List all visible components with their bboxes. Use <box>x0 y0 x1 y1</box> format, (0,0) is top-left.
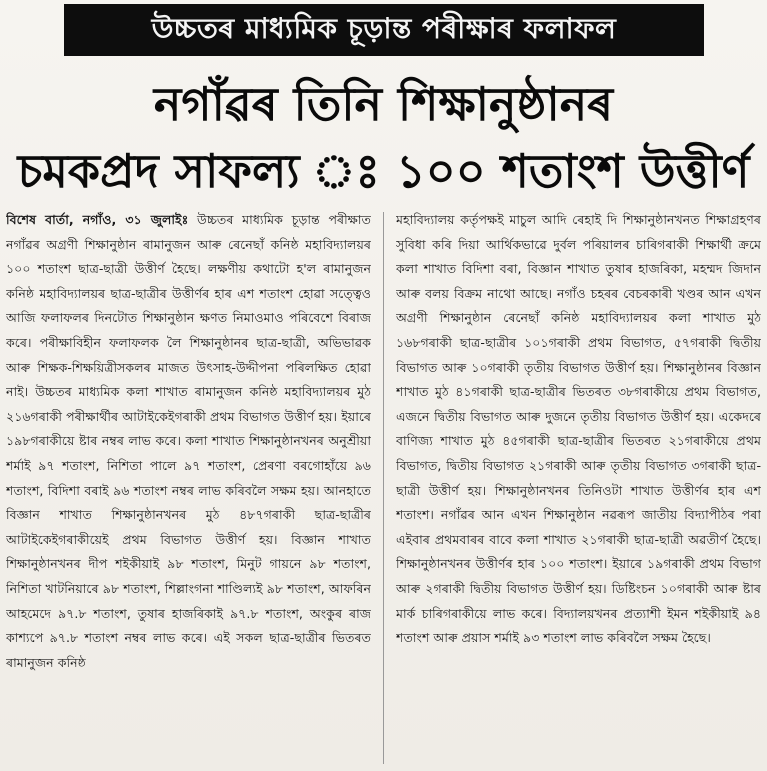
article-body <box>6 208 761 768</box>
paragraph <box>6 208 371 675</box>
headline-line-1: নগাঁৱৰ তিনি শিক্ষানুষ্ঠানৰ <box>153 77 614 131</box>
headline-line-2: চমকপ্ৰদ সাফল্য ঃ ১০০ শতাংশ উত্তীৰ্ণ <box>17 144 750 198</box>
kicker-text: উচ্চতৰ মাধ্যমিক চূড়ান্ত পৰীক্ষাৰ ফলাফল <box>151 11 617 45</box>
article-column-1 <box>6 208 371 768</box>
column-1-text: উচ্চতৰ মাধ্যমিক চূড়ান্ত পৰীক্ষাত নগাঁৱৰ অগ্ৰণী শিক্ষানুষ্ঠান ৰামানুজন আৰু ৰেনেছাঁ কনিষ্ঠ মহাবিদ্যালয়ৰ ১০০ শতাংশ ছাত্ৰ-ছাত্ৰী উত্তীৰ্ণ হৈছে। লক্ষণীয় কথাটো হ'ল ৰামানুজন কনিষ্ঠ মহাবিদ্যালয়ৰ ছাত্ৰ-ছাত্ৰীৰ উত্তীৰ্ণৰ হাৰ এশ শতাংশ হোৱা সত্ত্বেও আজি ফলাফলৰ দিনটোত শিক্ষানুষ্ঠান ক্ষণত নিমাওমাও পৰিবেশে বিৰাজ কৰে। পৰীক্ষাবিহীন ফলাফলক লৈ শিক্ষানুষ্ঠানৰ ছাত্ৰ-ছাত্ৰী, অভিভাৱক আৰু শিক্ষক-শিক্ষয়িত্ৰীসকলৰ মাজত উৎসাহ-উদ্দীপনা পৰিলক্ষিত হোৱা নাই। উচ্চতৰ মাধ্যমিক কলা শাখাত ৰামানুজন কনিষ্ঠ মহাবিদ্যালয়ৰ মুঠ ২১৬গৰাকী পৰীক্ষাৰ্থীৰ আটাইকেইগৰাকী প্ৰথম বিভাগত উত্তীৰ্ণ হয়। ইয়াৰে ১৯৮গৰাকীয়ে ষ্টাৰ নম্বৰ লাভ কৰে। কলা শাখাত শিক্ষানুষ্ঠানখনৰ অনুশ্ৰীয়া শৰ্মাই ৯৭ শতাংশ, নিশিতা পালে ৯৭ শতাংশ, প্ৰেৰণা বৰগোহাঁয়ে ৯৬ শতাংশ, বিদিশা বৰাই ৯৬ শতাংশ নম্বৰ লাভ কৰিবলৈ সক্ষম হয়। আনহাতে বিজ্ঞান শাখাত শিক্ষানুষ্ঠানখনৰ মুঠ ৪৮৭গৰাকী ছাত্ৰ-ছাত্ৰীৰ আটাইকেইগৰাকীয়েই প্ৰথম বিভাগত উত্তীৰ্ণ হয়। বিজ্ঞান শাখাত শিক্ষানুষ্ঠানখনৰ দীপ শইকীয়াই ৯৮ শতাংশ, মিনুট গায়নে ৯৮ শতাংশ, নিশিতা খাটনিয়াৰে ৯৮ শতাংশ, শিল্লাংগনা শাণ্ডিল্যই ৯৮ শতাংশ, আফৰিন আহমেদে ৯৭.৮ শতাংশ, তুষাৰ হাজৰিকাই ৯৭.৮ শতাংশ, অংকুৰ ৰাজ কাশ্যপে ৯৭.৮ শতাংশ নম্বৰ লাভ কৰে। এই সকল ছাত্ৰ-ছাত্ৰীৰ ভিতৰত ৰামানুজন কনিষ্ঠ <box>6 212 371 670</box>
article-column-2 <box>396 208 761 768</box>
column-divider <box>383 212 384 764</box>
column-2-text: মহাবিদ্যালয় কৰ্তৃপক্ষই মাচুল আদি ৰেহাই দি শিক্ষানুষ্ঠানখনত শিক্ষাগ্ৰহণৰ সুবিধা কৰি দিয়া আৰ্থিকভাৱে দুৰ্বল পৰিয়ালৰ চাৰিগৰাকী শিক্ষাৰ্থী ক্ৰমে কলা শাখাত বিদিশা বৰা, বিজ্ঞান শাখাত তুষাৰ হাজৰিকা, মহম্মদ জিদান আৰু বলয় বিক্ৰম নাথো আছে। নগাঁও চহৰৰ বেচৰকাৰী খণ্ডৰ আন এখন অগ্ৰণী শিক্ষানুষ্ঠান ৰেনেছাঁ কনিষ্ঠ মহাবিদ্যালয়ৰ কলা শাখাত মুঠ ১৬৮গৰাকী ছাত্ৰ-ছাত্ৰীৰ ১০১গৰাকী প্ৰথম বিভাগত, ৫৭গৰাকী দ্বিতীয় বিভাগত আৰু ১০গৰাকী তৃতীয় বিভাগত উত্তীৰ্ণ হয়। শিক্ষানুষ্ঠানৰ বিজ্ঞান শাখাত মুঠ ৪১গৰাকী ছাত্ৰ-ছাত্ৰীৰ ভিতৰত ৩৮গৰাকীয়ে প্ৰথম বিভাগত, এজনে দ্বিতীয় বিভাগত আৰু দুজনে তৃতীয় বিভাগত উত্তীৰ্ণ হয়। একেদৰে বাণিজ্য শাখাত মুঠ ৪৫গৰাকী ছাত্ৰ-ছাত্ৰীৰ ভিতৰত ২১গৰাকীয়ে প্ৰথম বিভাগত, দ্বিতীয় বিভাগত ২১গৰাকী আৰু তৃতীয় বিভাগত ৩গৰাকী ছাত্ৰ-ছাত্ৰী উত্তীৰ্ণ হয়। শিক্ষানুষ্ঠানখনৰ তিনিওটা শাখাত উত্তীৰ্ণৰ হাৰ এশ শতাংশ। নগাঁৱৰ আন এখন শিক্ষানুষ্ঠান নৱৰূপ জাতীয় বিদ্যাপীঠৰ পৰা এইবাৰ প্ৰথমবাৰৰ বাবে কলা শাখাত ২১গৰাকী ছাত্ৰ-ছাত্ৰী অৱতীৰ্ণ হৈছে। শিক্ষানুষ্ঠানখনৰ উত্তীৰ্ণৰ হাৰ ১০০ শতাংশ। ইয়াৰে ১৯গৰাকী প্ৰথম বিভাগ আৰু ২গৰাকী দ্বিতীয় বিভাগত উত্তীৰ্ণ হয়। ডিষ্টিংচন ১০গৰাকী আৰু ষ্টাৰ মাৰ্ক চাৰিগৰাকীয়ে লাভ কৰে। বিদ্যালয়খনৰ প্ৰত্যাশী ইমন শইকীয়াই ৯৪ শতাংশ আৰু প্ৰয়াস শৰ্মাই ৯৩ শতাংশ লাভ কৰিবলৈ সক্ষম হৈছে। <box>396 212 761 646</box>
kicker-banner <box>64 4 704 56</box>
byline: বিশেষ বাৰ্তা, নগাঁও, ৩১ জুলাইঃ <box>6 212 189 227</box>
